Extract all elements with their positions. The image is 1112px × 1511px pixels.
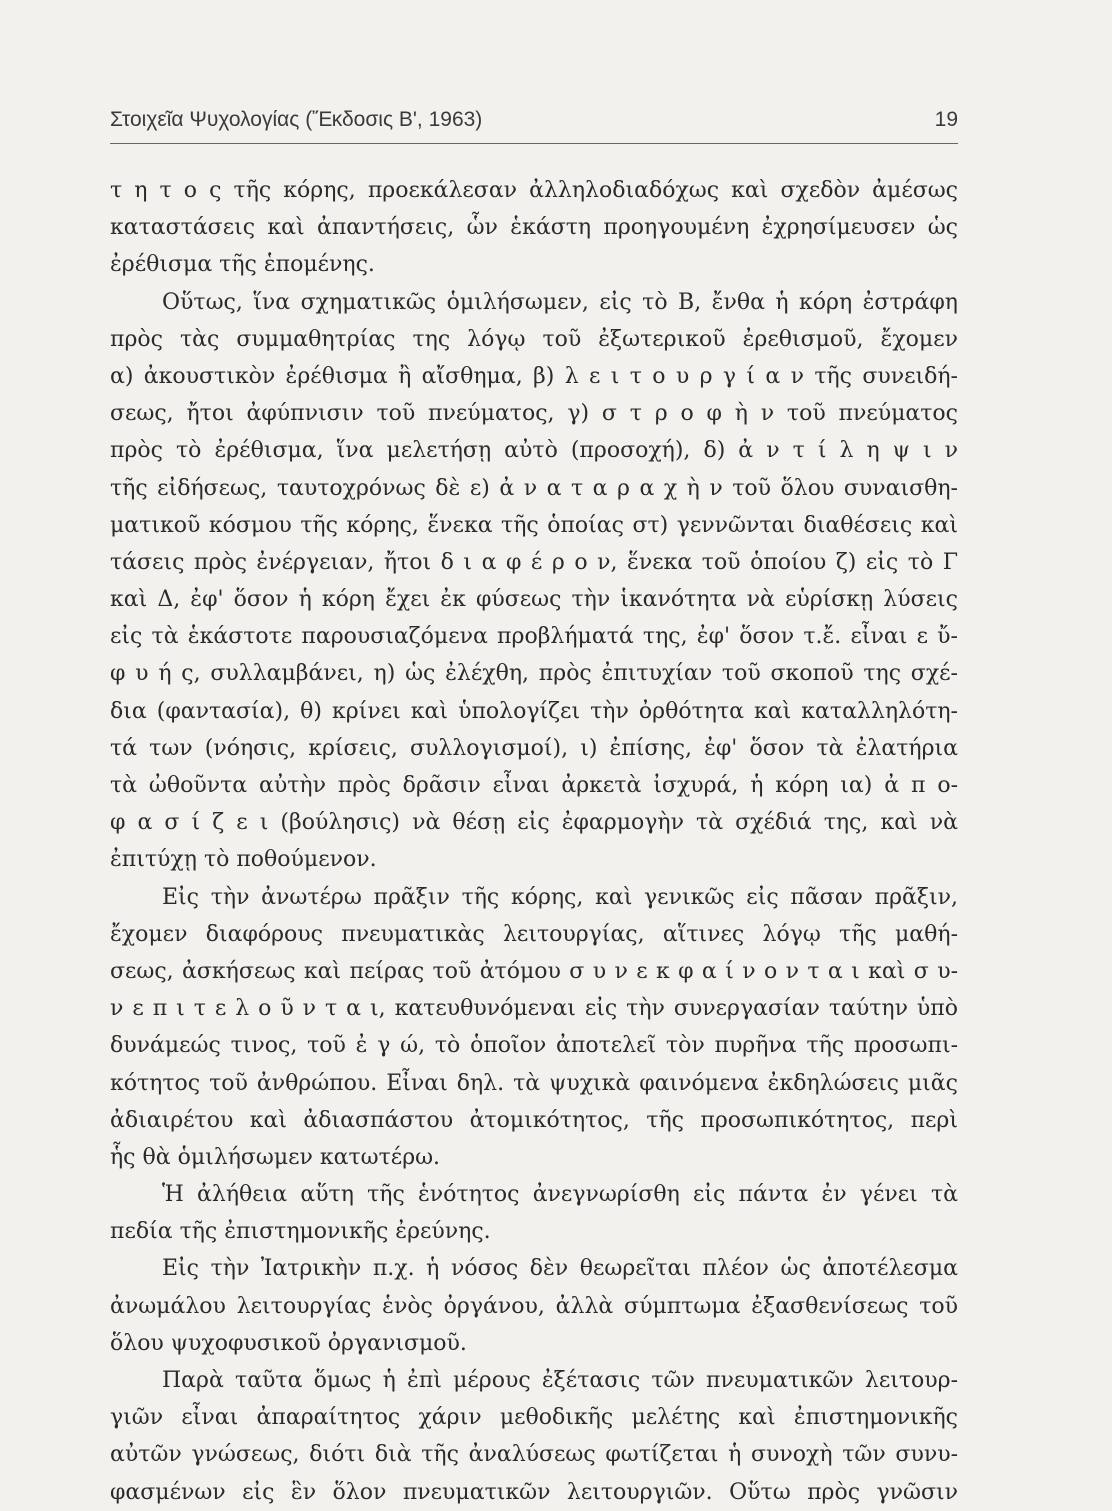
text-line: ὅλου ψυχοφυσικοῦ ὀργανισμοῦ. — [110, 1330, 467, 1356]
text-line: ματικοῦ κόσμου τῆς κόρης, ἕνεκα τῆς ὁποίας στ) γεννῶνται διαθέσεις καὶ — [110, 512, 958, 538]
body-text — [110, 172, 958, 1511]
text-line: ἐπιτύχῃ τὸ ποθούμενον. — [110, 847, 377, 873]
text-line: ἧς θὰ ὁμιλήσωμεν κατωτέρω. — [110, 1144, 441, 1170]
text-line: Ἡ ἀλήθεια αὕτη τῆς ἑνότητος ἀνεγνωρίσθη εἰς πάντα ἐν γένει τὰ — [162, 1182, 958, 1208]
text-line: Παρὰ ταῦτα ὅμως ἡ ἐπὶ μέρους ἐξέτασις τῶν πνευματικῶν λειτουρ- — [162, 1368, 958, 1393]
running-header — [110, 108, 958, 132]
text-line: ν ε π ι τ ε λ ο ῦ ν τ α ι, κατευθυνόμεναι εἰς τὴν συνεργασίαν ταύτην ὑπὸ — [110, 996, 958, 1022]
text-line: ἔχομεν διαφόρους πνευματικὰς λειτουργίας, αἵτινες λόγῳ τῆς μαθή- — [110, 921, 958, 947]
text-line: δυνάμεώς τινος, τοῦ ἐ γ ώ, τὸ ὁποῖον ἀποτελεῖ τὸν πυρῆνα τῆς προσωπι- — [110, 1033, 958, 1059]
text-line: σεως, ἤτοι ἀφύπνισιν τοῦ πνεύματος, γ) σ τ ρ ο φ ὴ ν τοῦ πνεύματος — [110, 401, 958, 427]
text-line: πρὸς τὰς συμμαθητρίας της λόγῳ τοῦ ἐξωτερικοῦ ἐρεθισμοῦ, ἔχομεν — [110, 326, 958, 352]
text-line: ἐρέθισμα τῆς ἑπομένης. — [110, 252, 375, 278]
text-line: σεως, ἀσκήσεως καὶ πείρας τοῦ ἀτόμου σ υ ν ε κ φ α ί ν ο ν τ α ι καὶ σ υ- — [110, 958, 958, 984]
text-line: τ η τ ο ς τῆς κόρης, προεκάλεσαν ἀλληλοδιαδόχως καὶ σχεδὸν ἀμέσως — [110, 178, 958, 203]
text-line: πεδία τῆς ἐπιστημονικῆς ἐρεύνης. — [110, 1219, 491, 1245]
text-line: τὰ ὠθοῦντα αὐτὴν πρὸς δρᾶσιν εἶναι ἀρκετὰ ἰσχυρά, ἡ κόρη ια) ἀ π ο- — [110, 773, 958, 798]
text-line: α) ἀκουστικὸν ἐρέθισμα ἢ αἴσθημα, β) λ ε ι τ ο υ ρ γ ί α ν τῆς συνειδή- — [110, 363, 958, 389]
text-line: ἀδιαιρέτου καὶ ἀδιασπάστου ἀτομικότητος, τῆς προσωπικότητος, περὶ — [110, 1107, 958, 1133]
text-line: φ υ ή ς, συλλαμβάνει, η) ὡς ἐλέχθη, πρὸς ἐπιτυχίαν τοῦ σκοποῦ της σχέ- — [110, 661, 958, 687]
text-line: ἀνωμάλου λειτουργίας ἑνὸς ὀργάνου, ἀλλὰ σύμπτωμα ἐξασθενίσεως τοῦ — [110, 1293, 958, 1319]
text-line: τῆς εἰδήσεως, ταυτοχρόνως δὲ ε) ἀ ν α τ α ρ α χ ὴ ν τοῦ ὅλου συναισθη- — [110, 475, 958, 501]
text-line: αὐτῶν γνώσεως, διότι διὰ τῆς ἀναλύσεως φωτίζεται ἡ συνοχὴ τῶν συνυ- — [110, 1442, 958, 1468]
text-line: τά των (νόησις, κρίσεις, συλλογισμοί), ι) ἐπίσης, ἐφ' ὅσον τὰ ἐλατήρια — [110, 735, 958, 761]
text-line: καταστάσεις καὶ ἀπαντήσεις, ὧν ἑκάστη προηγουμένη ἐχρησίμευσεν ὡς — [110, 215, 958, 241]
text-line: γιῶν εἶναι ἀπαραίτητος χάριν μεθοδικῆς μελέτης καὶ ἐπιστημονικῆς — [110, 1405, 958, 1431]
text-line: τάσεις πρὸς ἐνέργειαν, ἤτοι δ ι α φ έ ρ ο ν, ἕνεκα τοῦ ὁποίου ζ) εἰς τὸ Γ — [110, 549, 958, 575]
text-line: εἰς τὰ ἑκάστοτε παρουσιαζόμενα προβλήματά της, ἐφ' ὅσον τ.ἔ. εἶναι ε ὔ- — [110, 624, 958, 650]
page-number: 19 — [934, 108, 958, 131]
running-header-title: Στοιχεῖα Ψυχολογίας (Ἔκδοσις Β', 1963) — [110, 108, 483, 131]
header-rule — [110, 143, 958, 144]
text-line: φ α σ ί ζ ε ι (βούλησις) νὰ θέσῃ εἰς ἐφαρμογὴν τὰ σχέδιά της, καὶ νὰ — [110, 810, 958, 836]
text-line: δια (φαντασία), θ) κρίνει καὶ ὑπολογίζει τὴν ὀρθότητα καὶ καταλληλότη- — [110, 698, 958, 724]
text-line: φασμένων εἰς ἓν ὅλον πνευματικῶν λειτουργιῶν. Οὕτω πρὸς γνῶσιν — [110, 1479, 958, 1505]
text-line: Εἰς τὴν ἀνωτέρω πρᾶξιν τῆς κόρης, καὶ γενικῶς εἰς πᾶσαν πρᾶξιν, — [162, 884, 958, 910]
text-line: πρὸς τὸ ἐρέθισμα, ἵνα μελετήσῃ αὐτὸ (προσοχή), δ) ἀ ν τ ί λ η ψ ι ν — [110, 438, 958, 464]
text-line: καὶ Δ, ἐφ' ὅσον ἡ κόρη ἔχει ἐκ φύσεως τὴν ἱκανότητα νὰ εὑρίσκῃ λύσεις — [110, 587, 958, 613]
text-line: Οὕτως, ἵνα σχηματικῶς ὁμιλήσωμεν, εἰς τὸ Β, ἔνθα ἡ κόρη ἐστράφη — [162, 289, 958, 315]
text-line: κότητος τοῦ ἀνθρώπου. Εἶναι δηλ. τὰ ψυχικὰ φαινόμενα ἐκδηλώσεις μιᾶς — [110, 1070, 958, 1096]
text-line: Εἰς τὴν Ἰατρικὴν π.χ. ἡ νόσος δὲν θεωρεῖται πλέον ὡς ἀποτέλεσμα — [162, 1256, 958, 1282]
